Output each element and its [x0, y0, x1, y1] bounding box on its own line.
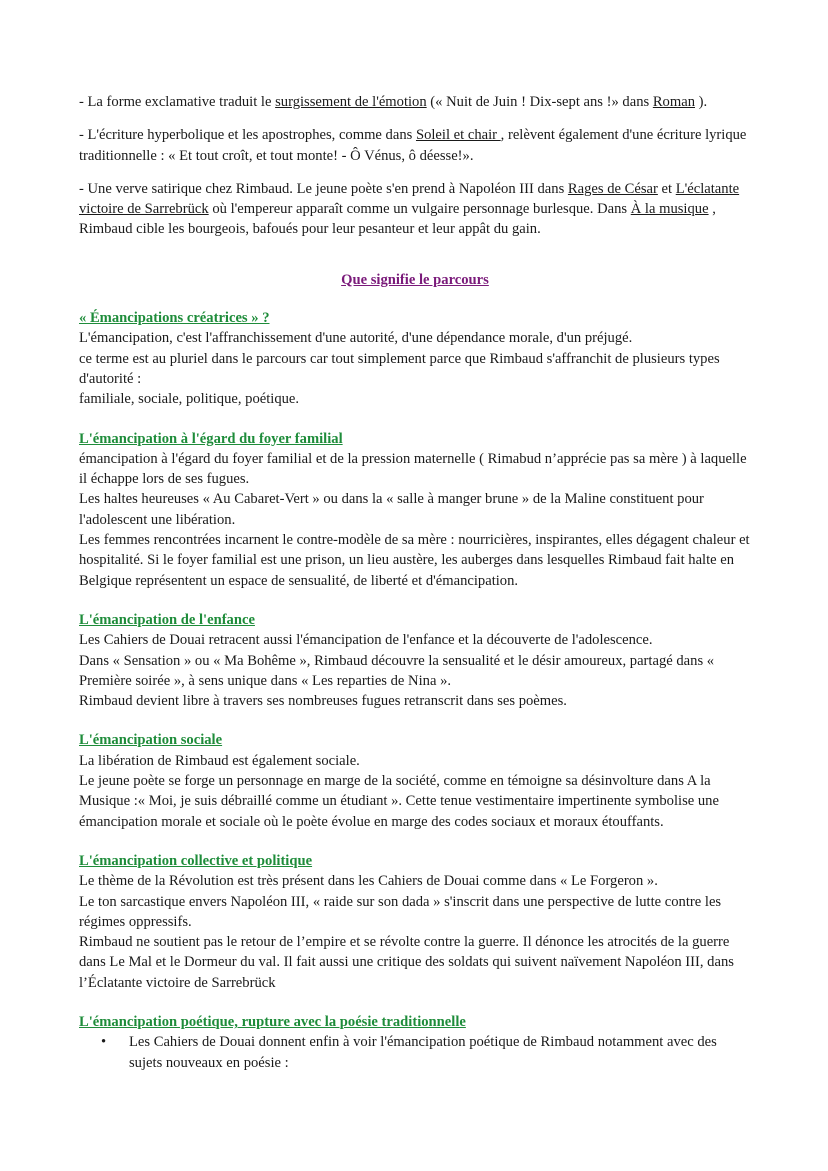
poem-title-soleil-et-chair: Soleil et chair — [415, 127, 501, 144]
bullet-list — [79, 1032, 751, 1073]
paragraph-line: émancipation à l'égard du foyer familial et de la pression maternelle ( Rimabud n’apprécie pas sa mère ) à laquelle il échappe lors de ses fugues. — [79, 450, 747, 488]
paragraph-line: Rimbaud ne soutient pas le retour de l’empire et se révolte contre la guerre. Il dénonce les atrocités de la guerre dans Le Mal et le Dormeur du val. Il fait aussi une critique des soldats qui suivent naïvement Napoléon III, dans l’Éclatante victoire de Sarrebrück — [79, 934, 734, 991]
section-heading: L'émancipation collective et politique — [79, 852, 313, 869]
paragraph-line: Les femmes rencontrées incarnent le contre-modèle de sa mère : nourricières, inspirantes, elles dégagent chaleur et hospitalité. Si le foyer familial est une prison, un lieu austère, les auberges dans lesquelles Rimbaud fait halte en Belgique représentent un espace de sensualité, de liberté et d'émancipation. — [79, 532, 750, 589]
poem-title-roman: Roman — [652, 94, 695, 110]
section-sociale — [79, 730, 751, 831]
underlined-phrase: surgissement de l'émotion — [275, 94, 427, 110]
section-heading: « Émancipations créatrices » ? — [79, 310, 270, 327]
paragraph-line: Le ton sarcastique envers Napoléon III, « raide sur son dada » s'inscrit dans une perspective de lutte contre les régimes oppressifs. — [79, 893, 722, 930]
paragraph-line: Les Cahiers de Douai retracent aussi l'émancipation de l'enfance et la découverte de l'adolescence. — [79, 632, 653, 649]
poem-title-eclatante-victoire: L'éclatante victoire de Sarrebrück — [79, 180, 740, 218]
document-page — [79, 92, 751, 1092]
poem-title-rages-de-cesar: Rages de César — [567, 180, 658, 197]
section-heading: L'émancipation sociale — [79, 732, 223, 749]
section-collective-politique — [79, 851, 751, 993]
paragraph-line: Les haltes heureuses « Au Cabaret-Vert » ou dans la « salle à manger brune » de la Maline constituent pour l'adolescent une libération. — [79, 491, 704, 528]
paragraph-line: ce terme est au pluriel dans le parcours car tout simplement parce que Rimbaud s'affranchit de plusieurs types d'autorité : — [79, 350, 720, 387]
paragraph-line: Le jeune poète se forge un personnage en marge de la société, comme en témoigne sa désinvolture dans A la Musique :« Moi, je suis débraillé comme un étudiant ». Cette tenue vestimentaire impertinente symbolise une émancipation morale et sociale où le poète évolue en marge des codes sociaux et moraux étouffants. — [79, 773, 719, 830]
paragraph-line: Le thème de la Révolution est très présent dans les Cahiers de Douai comme dans « Le Forgeron ». — [79, 873, 658, 890]
paragraph-line: familiale, sociale, politique, poétique. — [79, 391, 300, 408]
section-emancipations-creatrices — [79, 308, 751, 409]
section-enfance — [79, 610, 751, 711]
paragraph-line: La libération de Rimbaud est également sociale. — [79, 752, 360, 769]
section-foyer-familial — [79, 429, 751, 591]
bullet-icon: • — [101, 1034, 107, 1051]
section-heading: L'émancipation à l'égard du foyer familial — [79, 430, 343, 447]
paragraph-line: Dans « Sensation » ou « Ma Bohême », Rimbaud découvre la sensualité et le désir amoureux, partagé dans « Première soirée », à sens unique dans « Les reparties de Nina ». — [79, 652, 715, 689]
page-title: Que signifie le parcours — [341, 271, 489, 288]
intro-paragraph-2: - L'écriture hyperbolique et les apostrophes, comme dans Soleil et chair , relèvent également d'une écriture lyrique traditionnelle : « Et tout croît, et tout monte! - Ô Vénus, ô déesse!». — [79, 127, 747, 164]
poem-title-a-la-musique: À la musique — [630, 201, 709, 218]
paragraph-line: L'émancipation, c'est l'affranchissement d'une autorité, d'une dépendance morale, d'un préjugé. — [79, 330, 633, 347]
list-item: • Les Cahiers de Douai donnent enfin à voir l'émancipation poétique de Rimbaud notamment avec des sujets nouveaux en poésie : — [101, 1034, 717, 1071]
section-heading: L'émancipation poétique, rupture avec la poésie traditionnelle — [79, 1013, 466, 1030]
section-poetique — [79, 1012, 751, 1073]
intro-paragraph-1: - La forme exclamative traduit le surgissement de l'émotion (« Nuit de Juin ! Dix-sept ans !» dans Roman ). — [79, 94, 708, 110]
section-heading: L'émancipation de l'enfance — [79, 611, 255, 628]
paragraph-line: Rimbaud devient libre à travers ses nombreuses fugues retranscrit dans ses poèmes. — [79, 693, 567, 710]
intro-paragraph-3: - Une verve satirique chez Rimbaud. Le jeune poète s'en prend à Napoléon III dans Rages de César et L'éclatante victoire de Sarrebrück où l'empereur apparaît comme un vulgaire personnage burlesque. Dans À la musique , Rimbaud cible les bourgeois, bafoués pour leur pesanteur et leur appât du gain. — [79, 180, 740, 238]
